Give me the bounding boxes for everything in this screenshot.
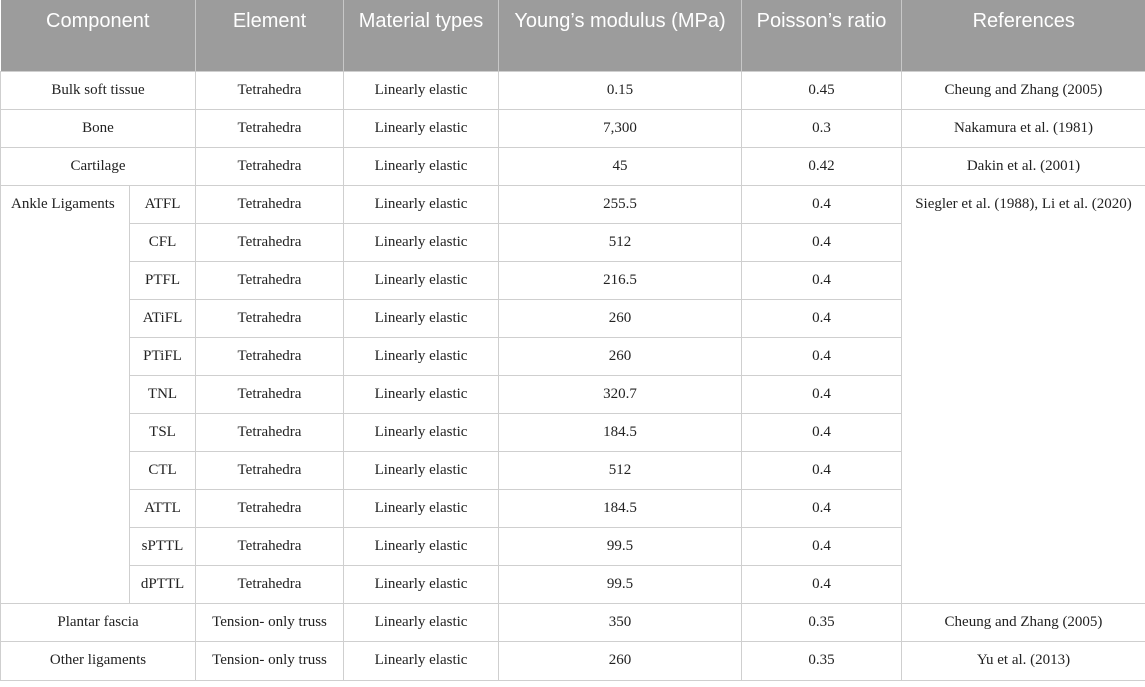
youngs-cell: 184.5 <box>499 413 742 451</box>
youngs-cell: 512 <box>499 223 742 261</box>
youngs-cell: 350 <box>499 603 742 641</box>
poisson-cell: 0.4 <box>742 375 902 413</box>
material-cell: Linearly elastic <box>344 299 499 337</box>
poisson-cell: 0.35 <box>742 641 902 680</box>
component-cell: Bone <box>1 109 196 147</box>
youngs-cell: 512 <box>499 451 742 489</box>
youngs-cell: 260 <box>499 641 742 680</box>
material-cell: Linearly elastic <box>344 223 499 261</box>
poisson-cell: 0.4 <box>742 337 902 375</box>
poisson-cell: 0.4 <box>742 527 902 565</box>
youngs-cell: 260 <box>499 337 742 375</box>
poisson-cell: 0.4 <box>742 451 902 489</box>
element-cell: Tension- only truss <box>196 641 344 680</box>
element-cell: Tetrahedra <box>196 337 344 375</box>
youngs-cell: 320.7 <box>499 375 742 413</box>
poisson-cell: 0.35 <box>742 603 902 641</box>
youngs-cell: 216.5 <box>499 261 742 299</box>
poisson-cell: 0.42 <box>742 147 902 185</box>
element-cell: Tetrahedra <box>196 109 344 147</box>
sub-component-cell: PTiFL <box>130 337 196 375</box>
material-cell: Linearly elastic <box>344 489 499 527</box>
element-cell: Tetrahedra <box>196 527 344 565</box>
table-row <box>1 641 1145 680</box>
header-poissons-ratio: Poisson’s ratio <box>742 0 902 71</box>
material-cell: Linearly elastic <box>344 413 499 451</box>
poisson-cell: 0.4 <box>742 413 902 451</box>
material-cell: Linearly elastic <box>344 71 499 109</box>
element-cell: Tetrahedra <box>196 375 344 413</box>
material-cell: Linearly elastic <box>344 147 499 185</box>
poisson-cell: 0.4 <box>742 223 902 261</box>
youngs-cell: 7,300 <box>499 109 742 147</box>
reference-cell: Nakamura et al. (1981) <box>902 109 1145 147</box>
element-cell: Tetrahedra <box>196 413 344 451</box>
material-cell: Linearly elastic <box>344 261 499 299</box>
reference-cell: Yu et al. (2013) <box>902 641 1145 680</box>
element-cell: Tetrahedra <box>196 223 344 261</box>
sub-component-cell: dPTTL <box>130 565 196 603</box>
poisson-cell: 0.4 <box>742 489 902 527</box>
youngs-cell: 255.5 <box>499 185 742 223</box>
material-cell: Linearly elastic <box>344 375 499 413</box>
sub-component-cell: ATiFL <box>130 299 196 337</box>
element-cell: Tetrahedra <box>196 299 344 337</box>
material-cell: Linearly elastic <box>344 337 499 375</box>
element-cell: Tetrahedra <box>196 451 344 489</box>
sub-component-cell: TNL <box>130 375 196 413</box>
youngs-cell: 184.5 <box>499 489 742 527</box>
component-cell: Ankle Ligaments <box>1 185 130 603</box>
header-youngs-modulus: Young’s modulus (MPa) <box>499 0 742 71</box>
material-cell: Linearly elastic <box>344 603 499 641</box>
material-cell: Linearly elastic <box>344 527 499 565</box>
reference-cell: Siegler et al. (1988), Li et al. (2020) <box>902 185 1145 603</box>
youngs-cell: 45 <box>499 147 742 185</box>
table-row <box>1 603 1145 641</box>
sub-component-cell: sPTTL <box>130 527 196 565</box>
header-references: References <box>902 0 1145 71</box>
youngs-cell: 0.15 <box>499 71 742 109</box>
youngs-cell: 99.5 <box>499 527 742 565</box>
material-cell: Linearly elastic <box>344 109 499 147</box>
element-cell: Tetrahedra <box>196 261 344 299</box>
material-cell: Linearly elastic <box>344 451 499 489</box>
poisson-cell: 0.3 <box>742 109 902 147</box>
table-row <box>1 71 1145 109</box>
material-cell: Linearly elastic <box>344 185 499 223</box>
poisson-cell: 0.4 <box>742 185 902 223</box>
poisson-cell: 0.4 <box>742 565 902 603</box>
poisson-cell: 0.4 <box>742 261 902 299</box>
youngs-cell: 260 <box>499 299 742 337</box>
sub-component-cell: TSL <box>130 413 196 451</box>
header-element: Element <box>196 0 344 71</box>
material-cell: Linearly elastic <box>344 565 499 603</box>
reference-cell: Dakin et al. (2001) <box>902 147 1145 185</box>
table-row <box>1 147 1145 185</box>
reference-cell: Cheung and Zhang (2005) <box>902 71 1145 109</box>
table-row <box>1 185 1145 223</box>
header-material-types: Material types <box>344 0 499 71</box>
element-cell: Tetrahedra <box>196 565 344 603</box>
table-row <box>1 109 1145 147</box>
element-cell: Tetrahedra <box>196 489 344 527</box>
component-cell: Plantar fascia <box>1 603 196 641</box>
material-cell: Linearly elastic <box>344 641 499 680</box>
poisson-cell: 0.45 <box>742 71 902 109</box>
element-cell: Tetrahedra <box>196 147 344 185</box>
poisson-cell: 0.4 <box>742 299 902 337</box>
sub-component-cell: ATTL <box>130 489 196 527</box>
sub-component-cell: ATFL <box>130 185 196 223</box>
youngs-cell: 99.5 <box>499 565 742 603</box>
reference-cell: Cheung and Zhang (2005) <box>902 603 1145 641</box>
component-cell: Cartilage <box>1 147 196 185</box>
header-component: Component <box>1 0 196 71</box>
element-cell: Tetrahedra <box>196 185 344 223</box>
element-cell: Tetrahedra <box>196 71 344 109</box>
component-cell: Bulk soft tissue <box>1 71 196 109</box>
component-cell: Other ligaments <box>1 641 196 680</box>
sub-component-cell: PTFL <box>130 261 196 299</box>
element-cell: Tension- only truss <box>196 603 344 641</box>
sub-component-cell: CFL <box>130 223 196 261</box>
header-row <box>1 0 1145 71</box>
sub-component-cell: CTL <box>130 451 196 489</box>
